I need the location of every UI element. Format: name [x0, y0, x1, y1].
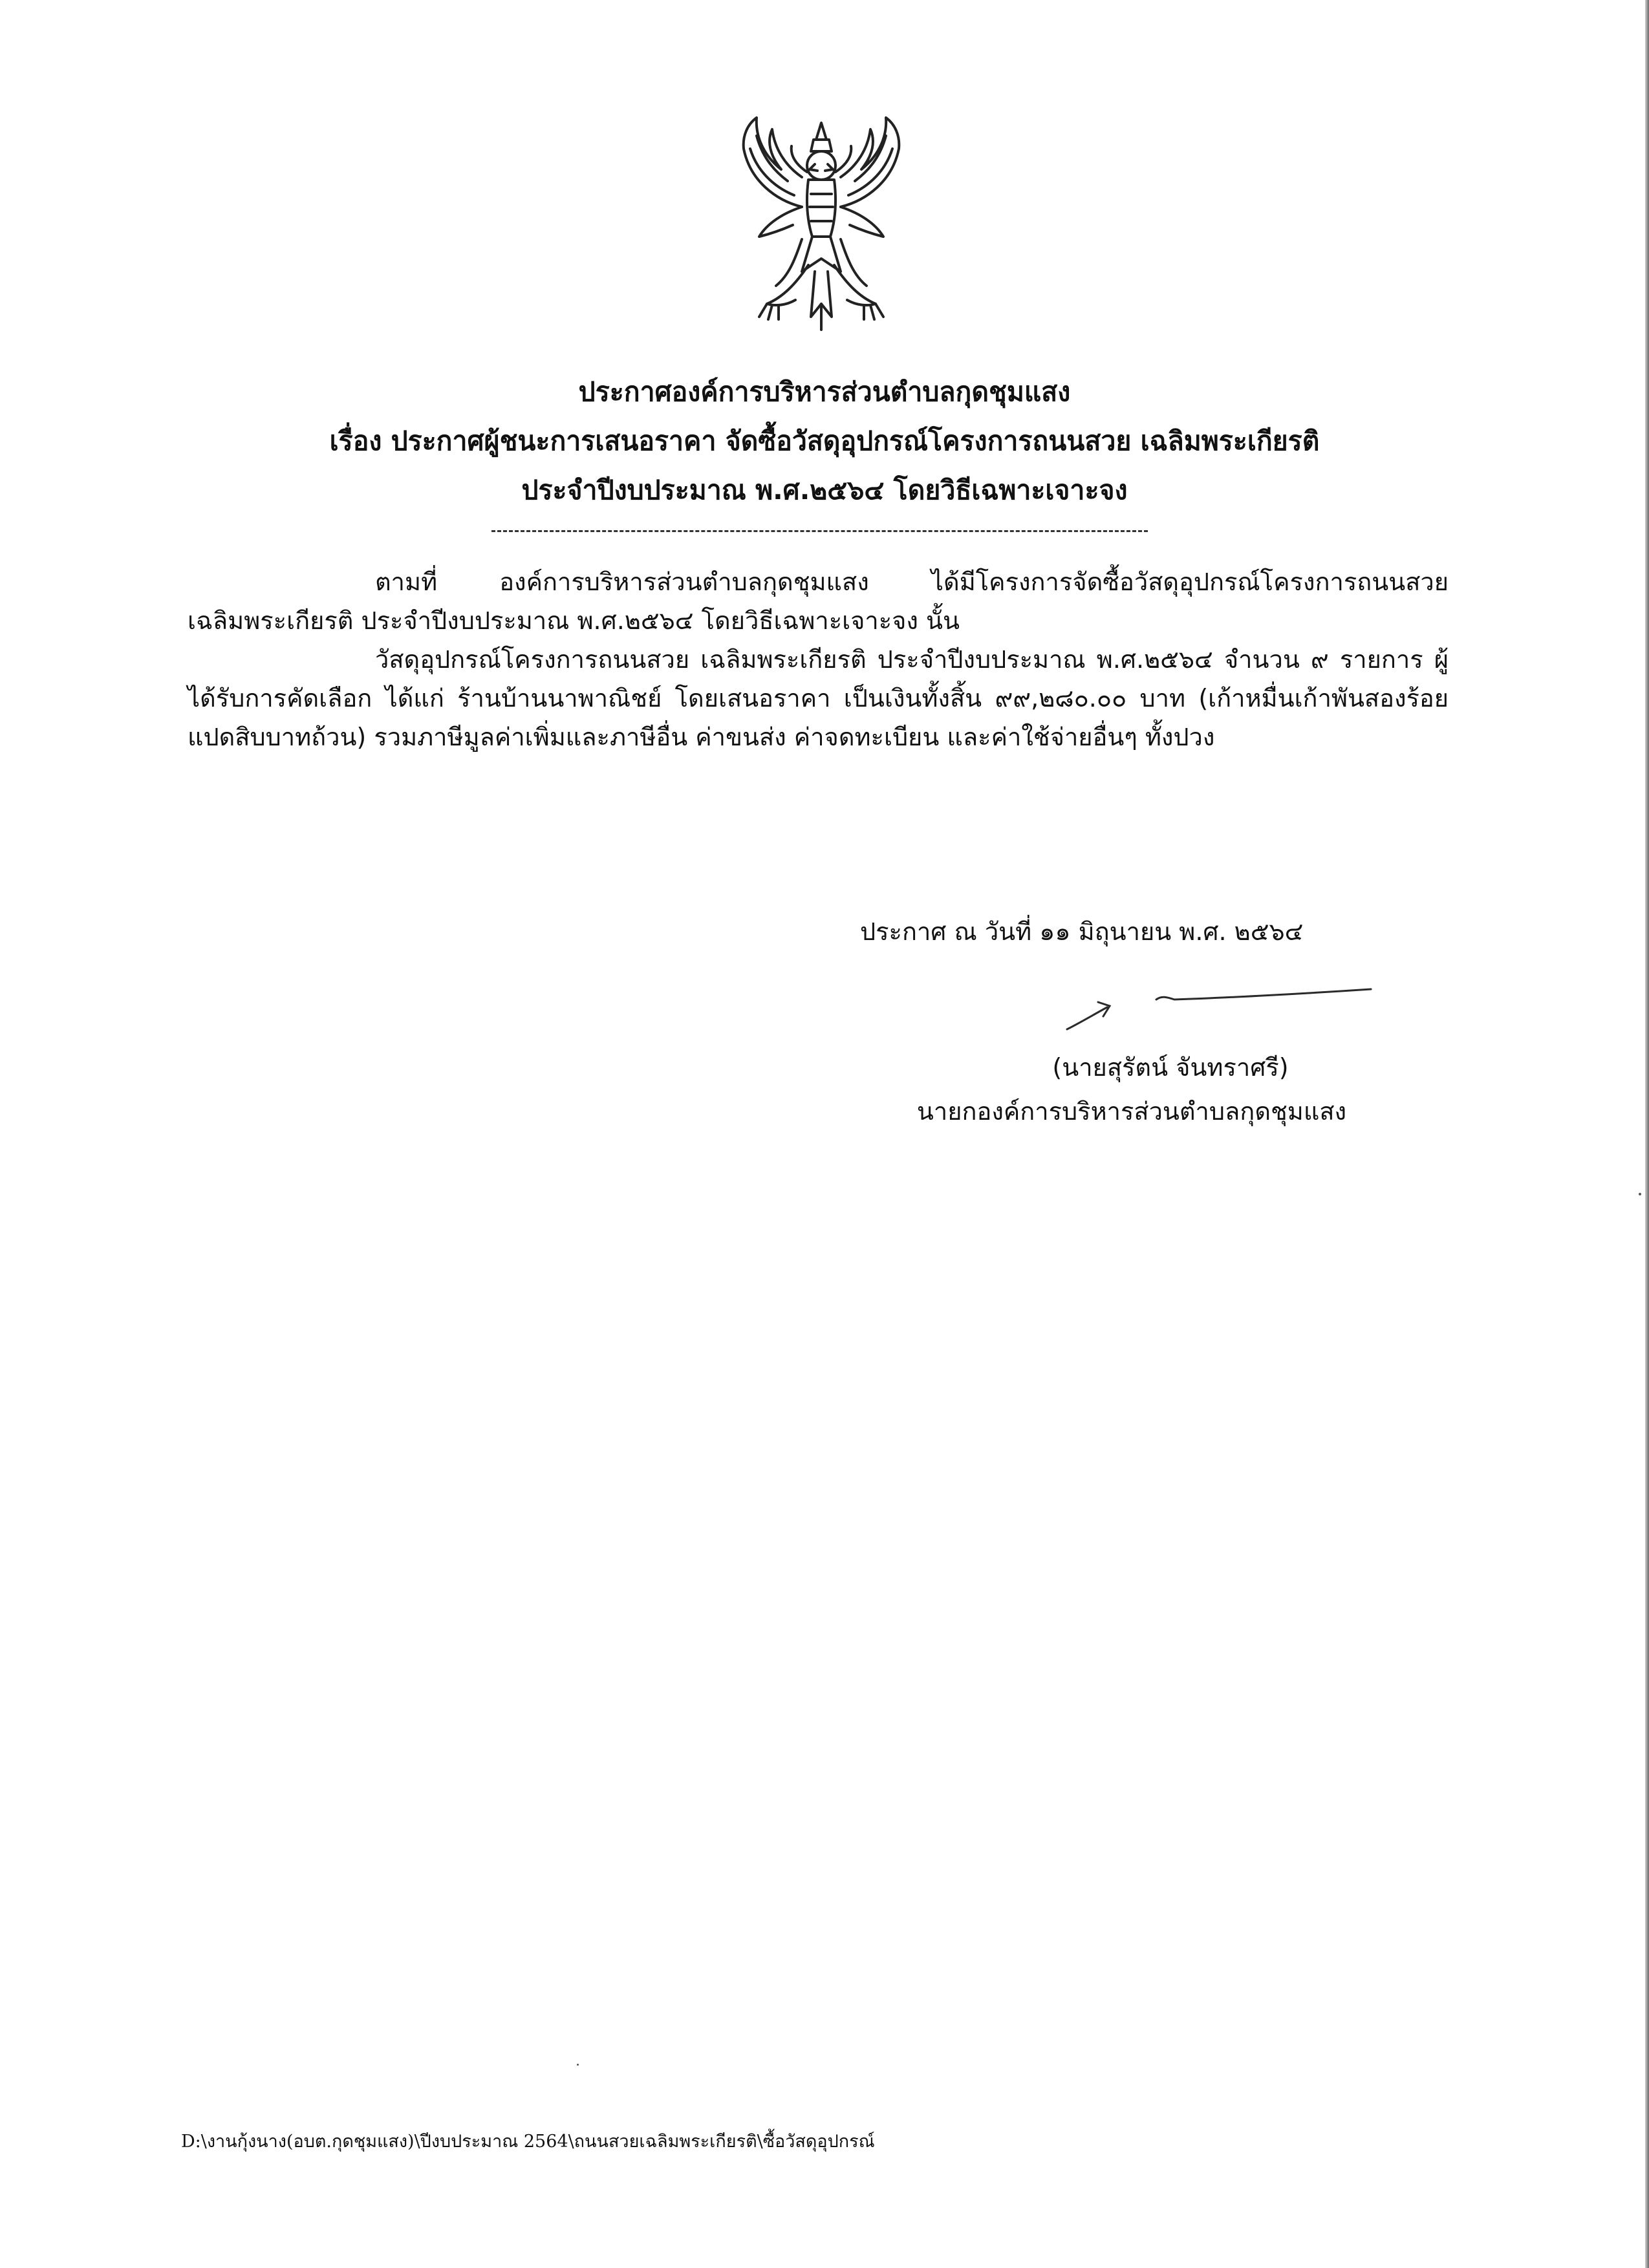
- header-subject: เรื่อง ประกาศผู้ชนะการเสนอราคา จัดซื้อวัสดุอุปกรณ์โครงการถนนสวย เฉลิมพระเกียรติ: [329, 425, 1320, 456]
- garuda-emblem-icon: [705, 110, 938, 343]
- footer-file-path: D:\งานกุ้งนาง(อบต.กุดชุมแสง)\ปีงบประมาณ 2564\ถนนสวยเฉลิมพระเกียรติ\ซื้อวัสดุอุปกรณ์: [181, 2132, 875, 2152]
- body-paragraph-1: ตามที่ องค์การบริหารส่วนตำบลกุดชุมแสง ได้มีโครงการจัดซื้อวัสดุอุปกรณ์โครงการถนนสวย เฉลิมพระเกียรติ ประจำปีงบประมาณ พ.ศ.๒๕๖๔ โดยวิธีเฉพาะเจาะจง นั้น: [188, 568, 1449, 635]
- signer-name: (นายสุรัตน์ จันทราศรี): [1052, 1053, 1289, 1082]
- scan-edge: [1645, 0, 1649, 2268]
- signature-icon: [1048, 970, 1384, 1041]
- signer-position: นายกองค์การบริหารส่วนตำบลกุดชุมแสง: [916, 1097, 1347, 1126]
- header-fiscal-year: ประจำปีงบประมาณ พ.ศ.๒๕๖๔ โดยวิธีเฉพาะเจาะจง: [521, 475, 1128, 506]
- scan-speck: [1639, 1193, 1641, 1195]
- body-paragraph-2: วัสดุอุปกรณ์โครงการถนนสวย เฉลิมพระเกียรติ ประจำปีงบประมาณ พ.ศ.๒๕๖๔ จำนวน ๙ รายการ ผู้ได้รับการคัดเลือก ได้แก่ ร้านบ้านนาพาณิชย์ โดยเสนอราคา เป็นเงินทั้งสิ้น ๙๙,๒๘๐.๐๐ บาท (เก้าหมื่นเก้าพันสองร้อยแปดสิบบาทถ้วน) รวมภาษีมูลค่าเพิ่มและภาษีอื่น ค่าขนส่ง ค่าจดทะเบียน และค่าใช้จ่ายอื่นๆ ทั้งปวง: [188, 645, 1449, 751]
- document-body: [188, 562, 1449, 756]
- header-title: ประกาศองค์การบริหารส่วนตำบลกุดชุมแสง: [578, 376, 1071, 407]
- header-divider: [491, 530, 1148, 532]
- scan-speck: [577, 2064, 579, 2066]
- announcement-date: ประกาศ ณ วันที่ ๑๑ มิถุนายน พ.ศ. ๒๕๖๔: [860, 917, 1304, 946]
- document-header: [194, 367, 1455, 515]
